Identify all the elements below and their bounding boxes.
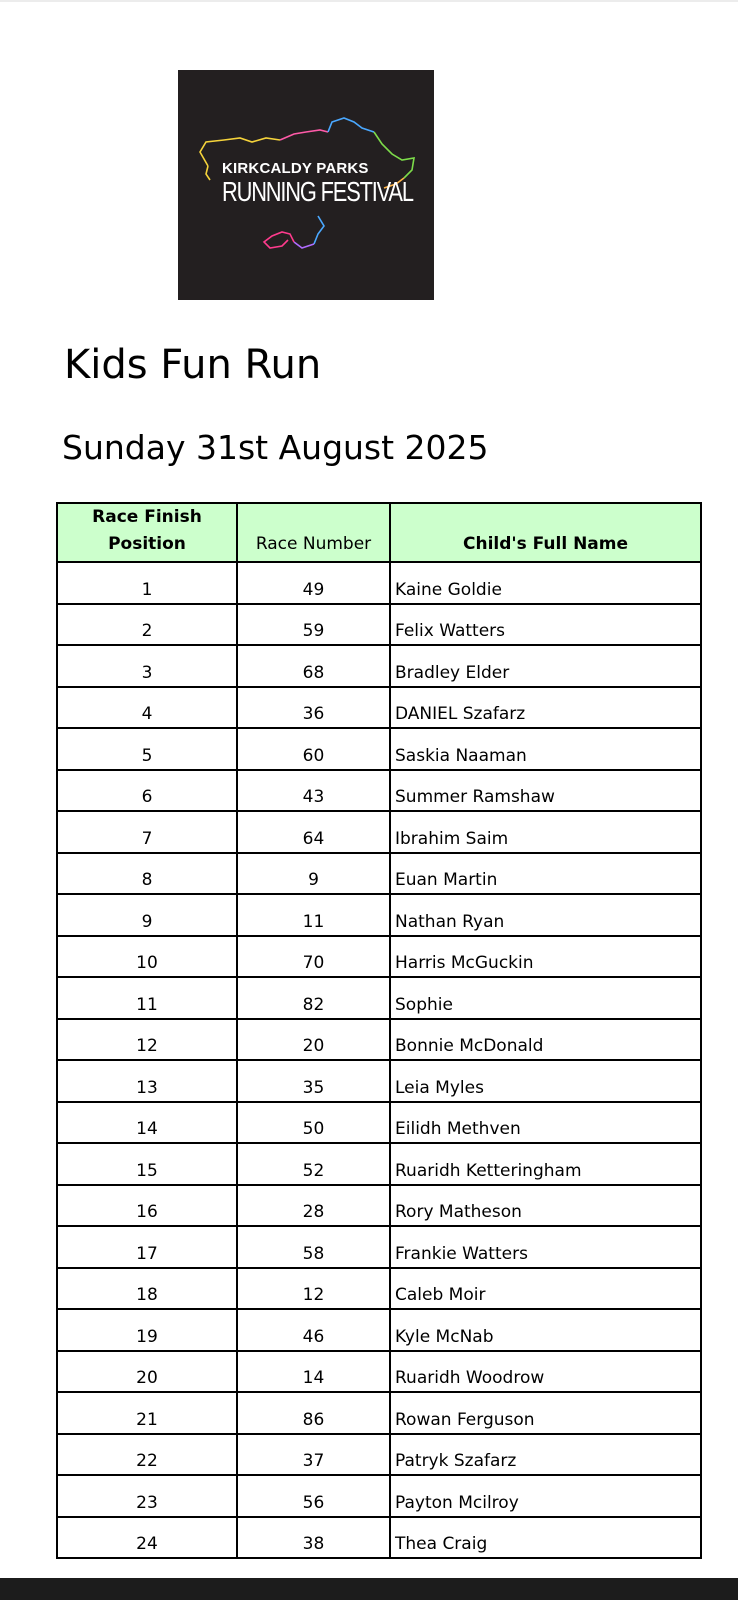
- cell-position: 23: [57, 1475, 237, 1517]
- table-row: [57, 645, 701, 687]
- table-header-row: [57, 503, 701, 562]
- cell-race-number: 52: [237, 1143, 390, 1185]
- cell-position: 12: [57, 1019, 237, 1061]
- table-row: [57, 687, 701, 729]
- cell-race-number: 9: [237, 853, 390, 895]
- table-row: [57, 1143, 701, 1185]
- table-row: [57, 1392, 701, 1434]
- cell-child-name: Caleb Moir: [390, 1268, 701, 1310]
- table-row: [57, 1019, 701, 1061]
- header-child-name: Child's Full Name: [390, 503, 701, 562]
- cell-race-number: 35: [237, 1060, 390, 1102]
- cell-position: 14: [57, 1102, 237, 1144]
- cell-race-number: 59: [237, 604, 390, 646]
- logo-text-line-1: KIRKCALDY PARKS: [222, 160, 369, 177]
- cell-child-name: Patryk Szafarz: [390, 1434, 701, 1476]
- cell-position: 18: [57, 1268, 237, 1310]
- cell-race-number: 43: [237, 770, 390, 812]
- table-row: [57, 604, 701, 646]
- logo-text-line-2: RUNNING FESTIVAL: [222, 176, 413, 207]
- results-table: [56, 502, 702, 1559]
- cell-child-name: Payton Mcilroy: [390, 1475, 701, 1517]
- cell-race-number: 68: [237, 645, 390, 687]
- cell-race-number: 11: [237, 894, 390, 936]
- table-row: [57, 1268, 701, 1310]
- cell-race-number: 86: [237, 1392, 390, 1434]
- cell-race-number: 49: [237, 562, 390, 604]
- cell-child-name: Kyle McNab: [390, 1309, 701, 1351]
- cell-child-name: Rory Matheson: [390, 1185, 701, 1227]
- table-row: [57, 936, 701, 978]
- cell-child-name: Ibrahim Saim: [390, 811, 701, 853]
- cell-position: 24: [57, 1517, 237, 1559]
- cell-race-number: 58: [237, 1226, 390, 1268]
- cell-position: 4: [57, 687, 237, 729]
- cell-child-name: Ruaridh Woodrow: [390, 1351, 701, 1393]
- cell-child-name: Sophie: [390, 977, 701, 1019]
- cell-race-number: 60: [237, 728, 390, 770]
- bottom-nav-bar: [0, 1578, 738, 1600]
- cell-position: 16: [57, 1185, 237, 1227]
- table-row: [57, 1226, 701, 1268]
- cell-position: 6: [57, 770, 237, 812]
- cell-race-number: 64: [237, 811, 390, 853]
- table-row: [57, 1060, 701, 1102]
- cell-child-name: Ruaridh Ketteringham: [390, 1143, 701, 1185]
- cell-position: 22: [57, 1434, 237, 1476]
- page-title: Kids Fun Run: [64, 342, 322, 388]
- cell-race-number: 70: [237, 936, 390, 978]
- cell-race-number: 20: [237, 1019, 390, 1061]
- cell-race-number: 46: [237, 1309, 390, 1351]
- cell-child-name: Felix Watters: [390, 604, 701, 646]
- table-row: [57, 1434, 701, 1476]
- cell-race-number: 12: [237, 1268, 390, 1310]
- cell-race-number: 82: [237, 977, 390, 1019]
- cell-child-name: Thea Craig: [390, 1517, 701, 1559]
- cell-position: 8: [57, 853, 237, 895]
- cell-race-number: 28: [237, 1185, 390, 1227]
- cell-child-name: Eilidh Methven: [390, 1102, 701, 1144]
- table-row: [57, 1102, 701, 1144]
- cell-position: 1: [57, 562, 237, 604]
- cell-race-number: 50: [237, 1102, 390, 1144]
- table-row: [57, 894, 701, 936]
- table-row: [57, 977, 701, 1019]
- cell-position: 20: [57, 1351, 237, 1393]
- cell-position: 19: [57, 1309, 237, 1351]
- cell-position: 10: [57, 936, 237, 978]
- cell-child-name: Summer Ramshaw: [390, 770, 701, 812]
- results-body: [57, 562, 701, 1558]
- cell-position: 21: [57, 1392, 237, 1434]
- cell-child-name: Kaine Goldie: [390, 562, 701, 604]
- header-position: Race Finish Position: [57, 503, 237, 562]
- table-row: [57, 1351, 701, 1393]
- cell-race-number: 37: [237, 1434, 390, 1476]
- table-row: [57, 770, 701, 812]
- festival-logo: [178, 70, 434, 300]
- event-date: Sunday 31st August 2025: [62, 428, 489, 467]
- cell-child-name: Rowan Ferguson: [390, 1392, 701, 1434]
- table-row: [57, 1517, 701, 1559]
- table-row: [57, 853, 701, 895]
- cell-position: 7: [57, 811, 237, 853]
- table-row: [57, 1309, 701, 1351]
- table-row: [57, 1185, 701, 1227]
- cell-race-number: 38: [237, 1517, 390, 1559]
- top-divider: [0, 0, 738, 2]
- table-row: [57, 811, 701, 853]
- cell-child-name: Harris McGuckin: [390, 936, 701, 978]
- cell-race-number: 14: [237, 1351, 390, 1393]
- cell-position: 13: [57, 1060, 237, 1102]
- cell-position: 9: [57, 894, 237, 936]
- cell-child-name: Bonnie McDonald: [390, 1019, 701, 1061]
- cell-child-name: Leia Myles: [390, 1060, 701, 1102]
- header-race-number: Race Number: [237, 503, 390, 562]
- cell-child-name: DANIEL Szafarz: [390, 687, 701, 729]
- cell-child-name: Euan Martin: [390, 853, 701, 895]
- cell-position: 5: [57, 728, 237, 770]
- cell-position: 17: [57, 1226, 237, 1268]
- cell-race-number: 56: [237, 1475, 390, 1517]
- table-row: [57, 728, 701, 770]
- cell-child-name: Saskia Naaman: [390, 728, 701, 770]
- cell-child-name: Frankie Watters: [390, 1226, 701, 1268]
- cell-position: 15: [57, 1143, 237, 1185]
- cell-child-name: Nathan Ryan: [390, 894, 701, 936]
- table-row: [57, 562, 701, 604]
- cell-position: 2: [57, 604, 237, 646]
- cell-child-name: Bradley Elder: [390, 645, 701, 687]
- cell-position: 3: [57, 645, 237, 687]
- cell-position: 11: [57, 977, 237, 1019]
- table-row: [57, 1475, 701, 1517]
- cell-race-number: 36: [237, 687, 390, 729]
